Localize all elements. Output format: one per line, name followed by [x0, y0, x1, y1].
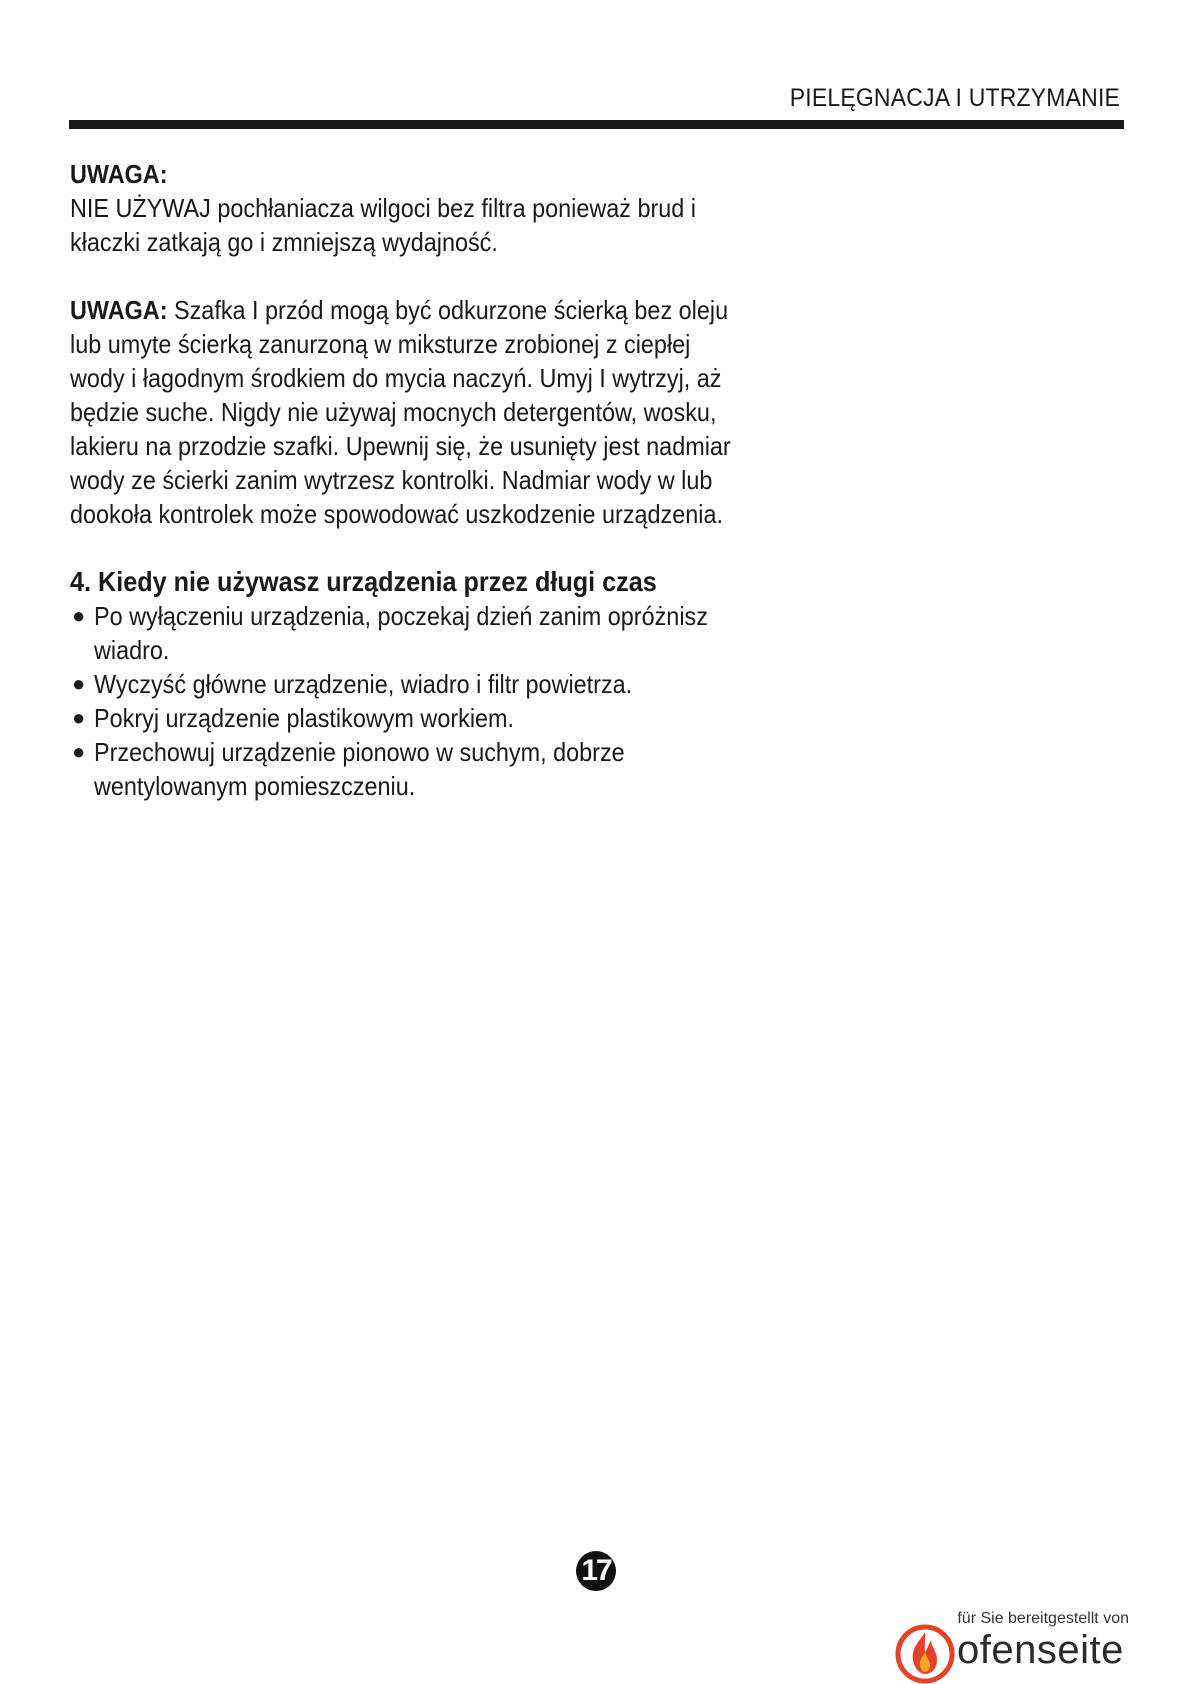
page-section-title: PIELĘGNACJA I UTRZYMANIE: [789, 84, 1120, 112]
list-item: ● Pokryj urządzenie plastikowym workiem.: [72, 703, 515, 733]
note2-label: UWAGA:: [70, 295, 168, 325]
list-item: ● Wyczyść główne urządzenie, wiadro i filtr powietrza.: [72, 669, 633, 699]
section-heading: 4. Kiedy nie używasz urządzenia przez długi czas: [70, 566, 657, 597]
note1-line: NIE UŻYWAJ pochłaniacza wilgoci bez filtra ponieważ brud i: [70, 193, 697, 223]
note1-line: kłaczki zatkają go i zmniejszą wydajność.: [70, 227, 498, 257]
note1-label: UWAGA:: [70, 159, 168, 189]
note2-line: wody i łagodnym środkiem do mycia naczyń. Umyj I wytrzyj, aż: [70, 363, 722, 393]
footer-credit: für Sie bereitgestellt von: [957, 1610, 1129, 1627]
header-divider: [69, 120, 1124, 129]
note2-line: dookoła kontrolek może spowodować uszkodzenie urządzenia.: [70, 499, 723, 529]
flame-icon: [895, 1624, 955, 1684]
note2-first-line: UWAGA: Szafka I przód mogą być odkurzone ścierką bez oleju: [70, 295, 729, 325]
note2-line: lub umyte ścierką zanurzoną w miksturze zrobionej z ciepłej: [70, 329, 691, 359]
list-item: ● Przechowuj urządzenie pionowo w suchym, dobrze wentylowanym pomieszczeniu.: [72, 737, 625, 801]
note2-line: wody ze ścierki zanim wytrzesz kontrolki. Nadmiar wody w lub: [70, 465, 713, 495]
note2-line: będzie suche. Nigdy nie używaj mocnych detergentów, wosku,: [70, 397, 717, 427]
note2-line: lakieru na przodzie szafki. Upewnij się, że usunięty jest nadmiar: [70, 431, 731, 461]
page-number-badge: 17: [576, 1551, 616, 1591]
page-content: [70, 157, 750, 803]
bullet-icon: ●: [72, 603, 86, 628]
bullet-list: [70, 599, 750, 803]
bullet-icon: ●: [72, 671, 86, 696]
bullet-icon: ●: [72, 739, 86, 764]
bullet-icon: ●: [72, 705, 86, 730]
brand-name: ofenseite: [957, 1628, 1124, 1672]
brand-logo: [895, 1624, 1135, 1684]
list-item: ● Po wyłączeniu urządzenia, poczekaj dzień zanim opróżnisz wiadro.: [72, 601, 708, 665]
